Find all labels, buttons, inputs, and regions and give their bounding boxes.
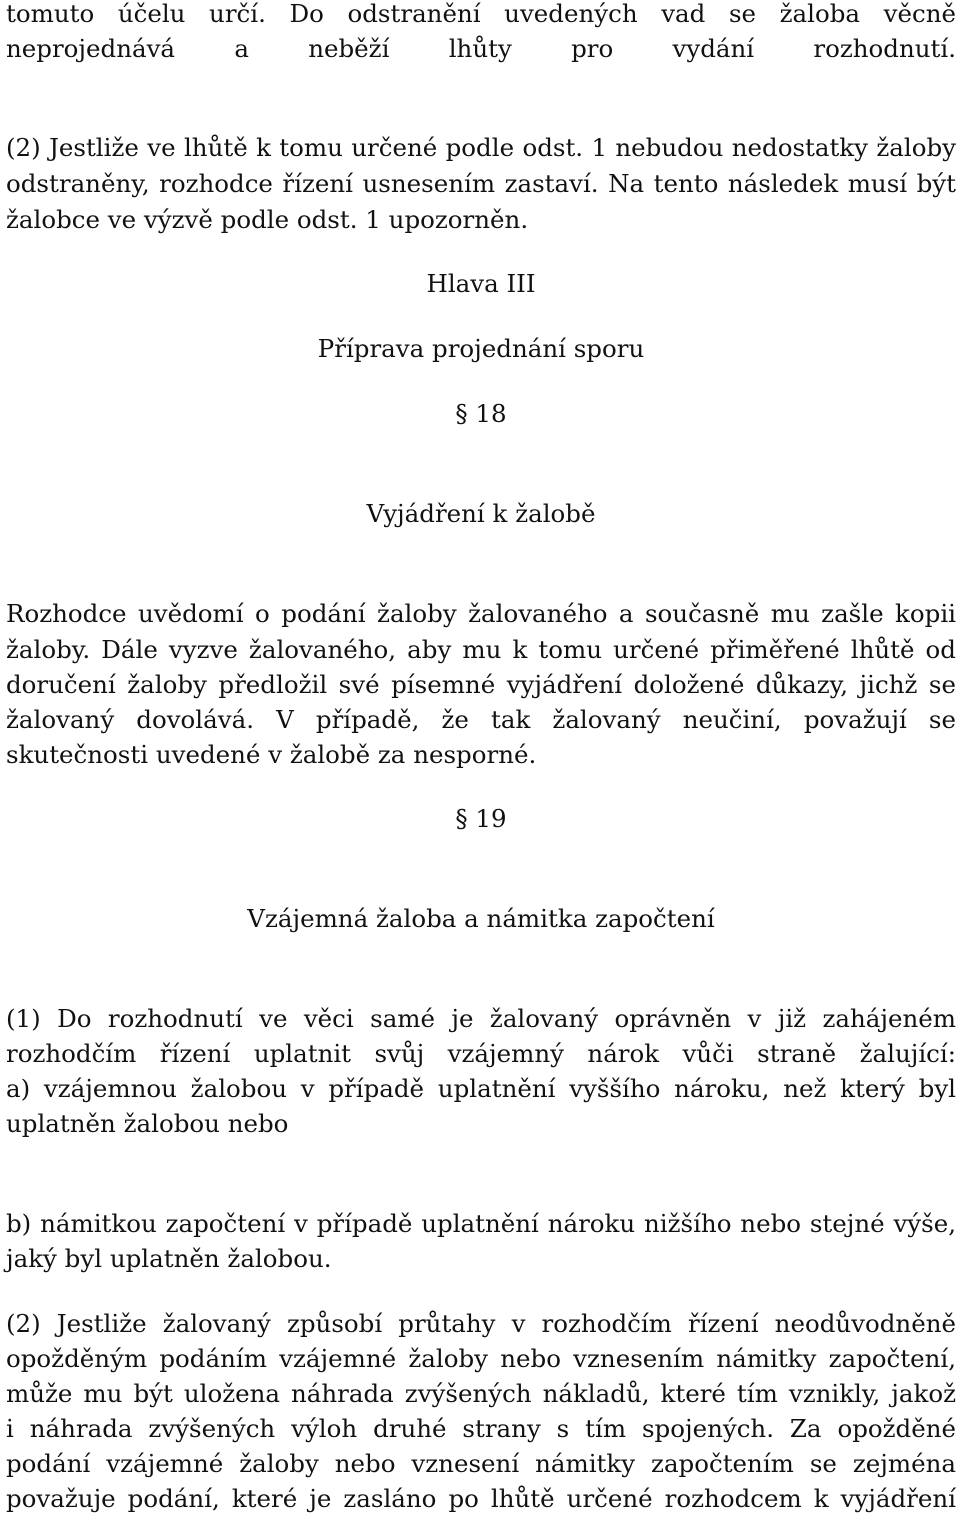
text-line: a) vzájemnou žalobou v případě uplatnění vyššího nároku, než který byl	[6, 1074, 956, 1103]
text-line: žalovaný dovolává. V případě, že tak žalovaný neučiní, považují se	[6, 705, 956, 734]
text-line: odstraněny, rozhodce řízení usnesením zastaví. Na tento následek musí být	[6, 169, 956, 198]
section-19-number: § 19	[455, 804, 507, 833]
text-line: žalobce ve výzvě podle odst. 1 upozorněn.	[6, 205, 529, 234]
text-line: b) námitkou započtení v případě uplatnění nároku nižšího nebo stejné výše,	[6, 1209, 956, 1238]
text-line: opožděným podáním vzájemné žaloby nebo vznesením námitky započtení,	[6, 1344, 956, 1373]
text-line: (1) Do rozhodnutí ve věci samé je žalovaný oprávněn v již zahájeném	[6, 1004, 956, 1033]
text-line: neprojednává a neběží lhůty pro vydání rozhodnutí.	[6, 34, 956, 63]
text-line: tomuto účelu určí. Do odstranění uvedených vad se žaloba věcně	[6, 0, 956, 28]
text-line: rozhodčím řízení uplatnit svůj vzájemný nárok vůči straně žalující:	[6, 1039, 956, 1068]
text-line: podání vzájemné žaloby nebo vznesení námitky započtením se zejména	[6, 1449, 956, 1478]
text-line: Rozhodce uvědomí o podání žaloby žalovaného a současně mu zašle kopii	[6, 599, 956, 628]
head-subtitle: Příprava projednání sporu	[317, 334, 645, 363]
text-line: může mu být uložena náhrada zvýšených nákladů, které tím vznikly, jakož	[6, 1379, 956, 1408]
text-line: žaloby. Dále vyzve žalovaného, aby mu k tomu určené přiměřené lhůtě od	[6, 635, 956, 664]
section-18-title: Vyjádření k žalobě	[366, 499, 596, 528]
section-19-title: Vzájemná žaloba a námitka započtení	[247, 904, 715, 933]
head-title: Hlava III	[426, 269, 536, 298]
text-line: jaký byl uplatněn žalobou.	[6, 1244, 332, 1273]
text-line: uplatněn žalobou nebo	[6, 1109, 289, 1138]
text-line: (2) Jestliže ve lhůtě k tomu určené podle odst. 1 nebudou nedostatky žaloby	[6, 133, 956, 162]
text-line: považuje podání, které je zasláno po lhůtě určené rozhodcem k vyjádření	[6, 1484, 956, 1513]
text-line: doručení žaloby předložil své písemné vyjádření doložené důkazy, jichž se	[6, 670, 956, 699]
section-18-number: § 18	[455, 399, 507, 428]
text-line: (2) Jestliže žalovaný způsobí průtahy v rozhodčím řízení neodůvodněně	[6, 1309, 956, 1338]
text-line: skutečnosti uvedené v žalobě za nesporné.	[6, 740, 537, 769]
text-line: i náhrada zvýšených výloh druhé strany s tím spojených. Za opožděné	[6, 1414, 956, 1443]
